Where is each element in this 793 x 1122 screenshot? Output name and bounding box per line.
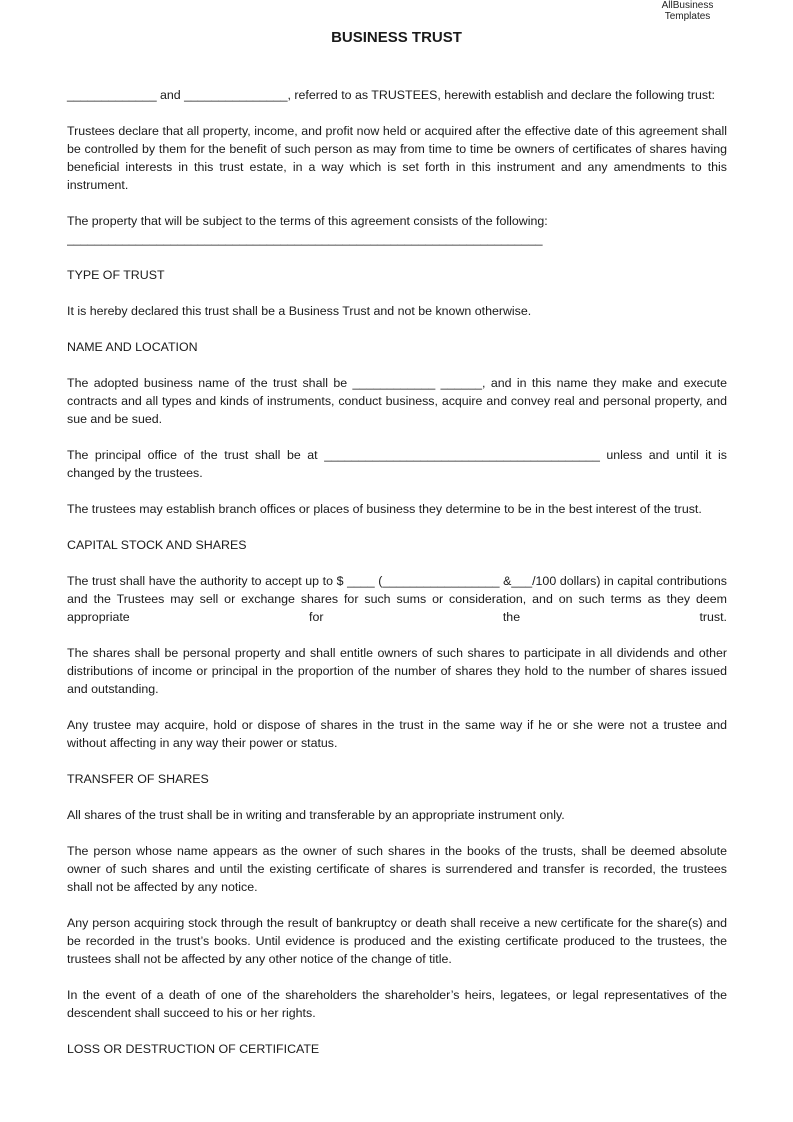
- document-title: BUSINESS TRUST: [331, 29, 462, 46]
- paragraph-owner-of-shares: The person whose name appears as the owner of such shares in the books of the trusts, shall be deemed absolute owner of such shares and until the existing certificate of shares is surrendered and transfer is recorded, the trustees shall not be affected by any notice.: [67, 844, 727, 894]
- paragraph-bankruptcy: Any person acquiring stock through the result of bankruptcy or death shall receive a new certificate for the share(s) and be recorded in the trust’s books. Until evidence is produced and the existing certificate produced to the trustees, the trustees shall not be affected by any other notice of the change of title.: [67, 916, 727, 966]
- heading-transfer-of-shares: TRANSFER OF SHARES: [67, 772, 209, 786]
- paragraph-trustee-shares: Any trustee may acquire, hold or dispose of shares in the trust in the same way if he or she were not a trustee and without affecting in any way their power or status.: [67, 718, 727, 750]
- paragraph-property: The property that will be subject to the terms of this agreement consists of the following:: [67, 214, 548, 228]
- property-blank-line: _____________________________________________________________________: [67, 232, 543, 246]
- heading-capital-stock: CAPITAL STOCK AND SHARES: [67, 538, 247, 552]
- heading-loss-of-certificate: LOSS OR DESTRUCTION OF CERTIFICATE: [67, 1042, 320, 1056]
- heading-type-of-trust: TYPE OF TRUST: [67, 268, 165, 282]
- brand-line-1: AllBusiness: [661, 0, 714, 11]
- brand-logo: [640, 0, 735, 22]
- paragraph-business-name: The adopted business name of the trust shall be ____________ ______, and in this name they make and execute contracts and all types and kinds of instruments, conduct business, acquire and convey real and personal property, and sue and be sued.: [67, 376, 727, 426]
- paragraph-type: It is hereby declared this trust shall be a Business Trust and not be known otherwise.: [67, 304, 532, 318]
- paragraph-principal-office: The principal office of the trust shall be at ________________________________________ unless and until it is changed by the trustees.: [67, 448, 727, 480]
- paragraph-death: In the event of a death of one of the shareholders the shareholder’s heirs, legatees, or legal representatives of the descendent shall succeed to his or her rights.: [67, 988, 727, 1020]
- brand-line-2: Templates: [664, 11, 711, 22]
- paragraph-capital: The trust shall have the authority to accept up to $ ____ (_________________ &___/100 dollars) in capital contributions and the Trustees may sell or exchange shares for such sums or consideration, and on such terms as they deem appropriate for the trust.: [67, 574, 727, 624]
- paragraph-trustees: _____________ and _______________, referred to as TRUSTEES, herewith establish and declare the following trust:: [67, 88, 715, 102]
- paragraph-branch-offices: The trustees may establish branch offices or places of business they determine to be in the best interest of the trust.: [67, 502, 702, 516]
- paragraph-shares-writing: All shares of the trust shall be in writing and transferable by an appropriate instrument only.: [67, 808, 565, 822]
- paragraph-shares-property: The shares shall be personal property and shall entitle owners of such shares to participate in all dividends and other distributions of income or principal in the proportion of the number of shares they hold to the number of shares issued and outstanding.: [67, 646, 727, 696]
- document-body: [67, 86, 727, 1076]
- paragraph-declaration: Trustees declare that all property, income, and profit now held or acquired after the effective date of this agreement shall be controlled by them for the benefit of such person as may from time to time be owners of certificates of shares having beneficial interests in this trust estate, in a way which is set forth in this instrument and any amendments to this instrument.: [67, 124, 727, 192]
- heading-name-and-location: NAME AND LOCATION: [67, 340, 198, 354]
